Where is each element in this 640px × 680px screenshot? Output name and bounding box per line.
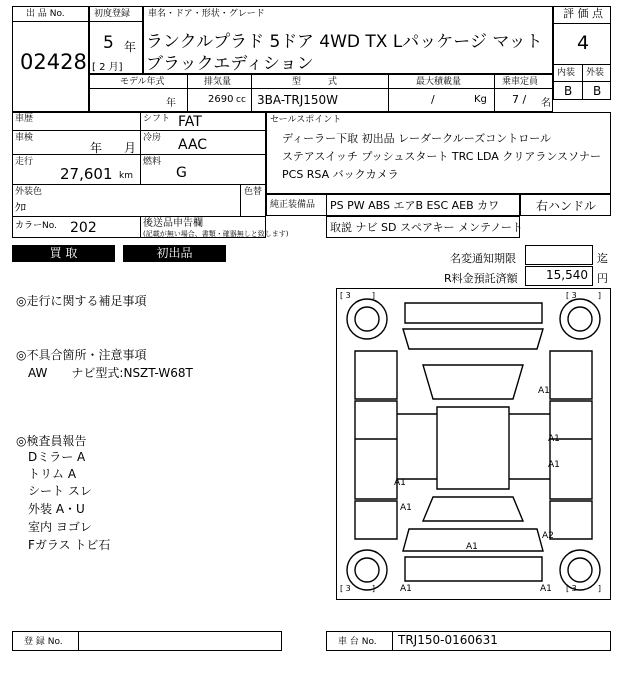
inspection-label: 車検 bbox=[15, 133, 34, 143]
mileage-value: 27,601 bbox=[60, 165, 113, 183]
sales-point-line-1: ディーラー下取 初出品 レーダークルーズコントロール bbox=[282, 132, 552, 145]
corner-tr: [ 3 ] bbox=[566, 291, 601, 300]
left-body bbox=[355, 401, 397, 499]
name-change-unit: 迄 bbox=[597, 252, 608, 265]
name-change-box bbox=[525, 245, 593, 265]
color-no-value: 202 bbox=[70, 220, 97, 236]
inspector-line-1: Dミラー A bbox=[28, 450, 86, 464]
inspector-line-4: 外装 A・U bbox=[28, 502, 85, 516]
manual-value: 取説 ナビ SD スペアキー メンテノート bbox=[330, 221, 523, 234]
wheel-tl bbox=[347, 299, 387, 339]
driving-notes-title: ◎走行に関する補足事項 bbox=[16, 294, 147, 308]
equipment-label: 純正装備品 bbox=[270, 200, 316, 210]
rear-bumper bbox=[405, 557, 542, 581]
score-label: 評 価 点 bbox=[563, 7, 603, 20]
corner-tl: [ 3 ] bbox=[340, 291, 375, 300]
rear-glass bbox=[423, 497, 523, 521]
inspector-line-5: 室内 ヨゴレ bbox=[28, 520, 92, 534]
damage-mark-4: A1 bbox=[394, 478, 406, 488]
buy-badge: 買 取 bbox=[12, 245, 115, 262]
recycle-fee-value: 15,540 bbox=[546, 268, 588, 282]
displacement-value: 2690 bbox=[208, 94, 234, 105]
ac-label: 冷房 bbox=[143, 133, 162, 143]
name-change-label: 名変通知期限 bbox=[450, 252, 516, 265]
corner-bl: [ 3 ] bbox=[340, 584, 375, 593]
roof bbox=[437, 407, 509, 489]
color-no-label: カラーNo. bbox=[15, 221, 57, 231]
first-listing-badge: 初出品 bbox=[123, 245, 226, 262]
score-value: 4 bbox=[577, 32, 590, 54]
capacity-unit: 名 bbox=[541, 98, 551, 109]
lot-number: 02428 bbox=[20, 50, 87, 74]
mileage-label: 走行 bbox=[15, 157, 34, 167]
first-reg-label: 初度登録 bbox=[94, 9, 131, 19]
mileage-unit: km bbox=[119, 171, 133, 181]
right-front-fender bbox=[550, 351, 592, 399]
defects-line: AW ナビ型式:NSZT-W68T bbox=[28, 366, 193, 380]
damage-mark-7: A2 bbox=[542, 531, 554, 541]
damage-mark-1: A1 bbox=[538, 386, 550, 396]
model-year-unit: 年 bbox=[166, 98, 176, 109]
fuel-value: G bbox=[176, 165, 187, 181]
car-name-line2: ブラックエディション bbox=[146, 54, 314, 74]
first-reg-year-unit: 年 bbox=[124, 40, 137, 54]
inspector-line-3: シート スレ bbox=[28, 484, 92, 498]
defects-title: ◎不具合箇所・注意事項 bbox=[16, 348, 147, 362]
left-front-fender bbox=[355, 351, 397, 399]
damage-mark-6: A1 bbox=[466, 542, 478, 552]
right-quarter bbox=[550, 501, 592, 539]
shift-value: FAT bbox=[178, 114, 202, 130]
first-reg-month: [ 2 月] bbox=[92, 62, 123, 73]
handle-value: 右ハンドル bbox=[536, 199, 597, 213]
first-reg-year: 5 bbox=[103, 33, 114, 53]
damage-mark-5: A1 bbox=[400, 503, 412, 513]
type-value: 3BA-TRJ150W bbox=[257, 93, 339, 107]
history-label: 車歴 bbox=[15, 114, 34, 124]
damage-mark-3: A1 bbox=[548, 460, 560, 470]
inspection-month-unit: 月 bbox=[124, 141, 137, 155]
corner-br: [ 3 ] bbox=[566, 584, 601, 593]
inspection-year-unit: 年 bbox=[90, 141, 103, 155]
type-label: 型 式 bbox=[292, 77, 338, 87]
sales-point-line-3: PCS RSA バックカメラ bbox=[282, 168, 399, 181]
damage-mark-8: A1 bbox=[400, 584, 412, 594]
reg-no-label: 登 録 No. bbox=[24, 637, 63, 647]
recycle-fee-label: R料金預託済額 bbox=[444, 272, 518, 285]
color-value: ｸﾛ bbox=[15, 201, 26, 214]
car-diagram bbox=[336, 288, 611, 600]
right-body bbox=[550, 401, 592, 499]
later-docs-label: 後送品申告欄 bbox=[143, 218, 203, 229]
exterior-grade: B bbox=[593, 84, 602, 98]
inspector-title: ◎検査員報告 bbox=[16, 434, 87, 448]
sales-points-label: セールスポイント bbox=[270, 115, 342, 125]
max-load-value: / bbox=[431, 93, 435, 106]
interior-grade: B bbox=[564, 84, 573, 98]
model-year-label: モデル年式 bbox=[120, 77, 165, 87]
damage-mark-2: A1 bbox=[548, 434, 560, 444]
front-bumper bbox=[405, 303, 542, 323]
car-info-label: 車名・ドア・形状・グレード bbox=[148, 9, 265, 19]
hood bbox=[403, 329, 543, 349]
equipment-value: PS PW ABS エアB ESC AEB カワ bbox=[330, 199, 500, 212]
capacity-value: 7 / bbox=[512, 93, 527, 106]
chassis-value: TRJ150-0160631 bbox=[398, 633, 498, 647]
max-load-label: 最大積載量 bbox=[416, 77, 462, 87]
wheel-tr bbox=[560, 299, 600, 339]
ac-value: AAC bbox=[178, 137, 208, 153]
max-load-unit: Kg bbox=[474, 94, 487, 105]
inspector-line-2: トリム A bbox=[28, 467, 77, 481]
color-change-label: 色替 bbox=[244, 187, 263, 197]
chassis-label: 車 台 No. bbox=[338, 637, 377, 647]
left-quarter bbox=[355, 501, 397, 539]
inspector-line-6: Fガラス トビ石 bbox=[28, 538, 111, 552]
capacity-label: 乗車定員 bbox=[502, 77, 539, 87]
interior-label: 内装 bbox=[557, 68, 576, 78]
color-label: 外装色 bbox=[15, 187, 43, 197]
sales-point-line-2: ステアスイッチ プッシュスタート TRC LDA クリアランスソナー bbox=[282, 150, 601, 163]
windshield bbox=[423, 365, 523, 399]
lot-label: 出 品 No. bbox=[26, 9, 65, 19]
damage-mark-9: A1 bbox=[540, 584, 552, 594]
later-docs-note: (記載が無い場合、書類・確器無しと致します) bbox=[143, 230, 289, 238]
recycle-fee-unit: 円 bbox=[597, 272, 608, 285]
fuel-label: 燃料 bbox=[143, 157, 162, 167]
displacement-unit: cc bbox=[236, 95, 246, 105]
shift-label: シフト bbox=[143, 114, 171, 124]
displacement-label: 排気量 bbox=[204, 77, 232, 87]
car-name-line1: ランクルプラド 5ドア 4WD TX Lパッケージ マット bbox=[146, 32, 543, 52]
exterior-label: 外装 bbox=[586, 68, 605, 78]
